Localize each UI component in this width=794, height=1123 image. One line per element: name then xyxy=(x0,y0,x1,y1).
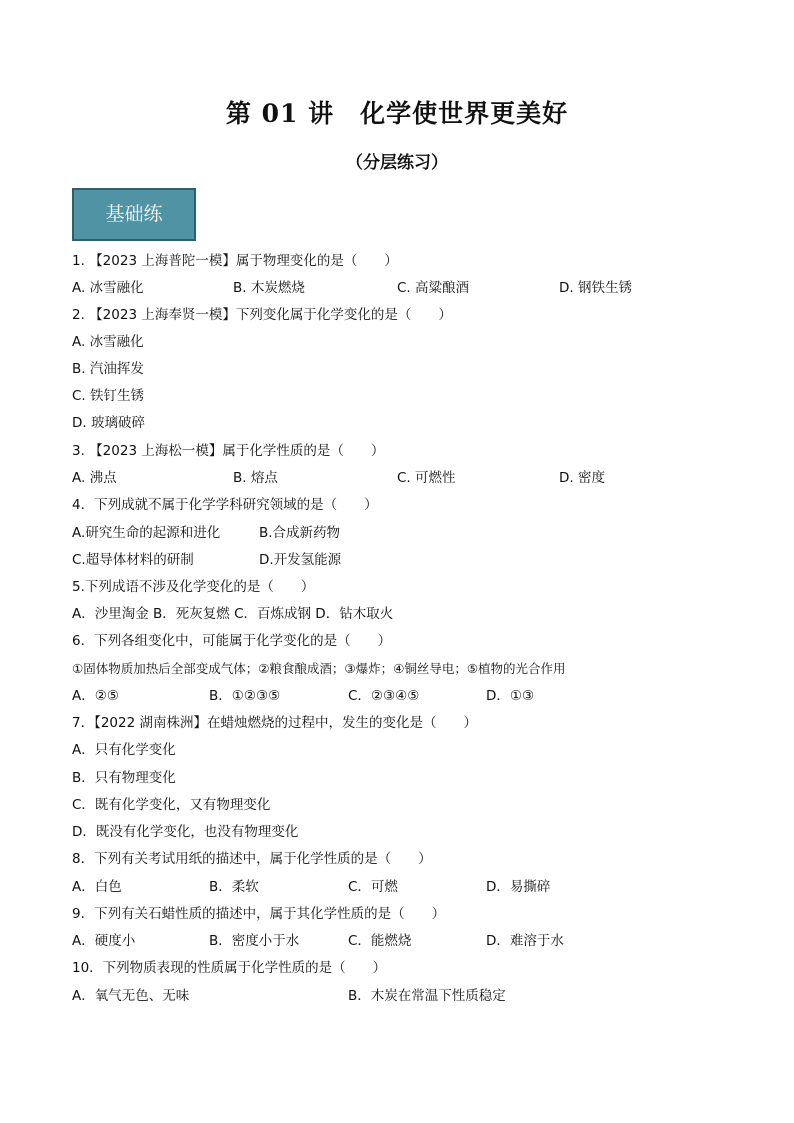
option-b: B．柔软 xyxy=(209,879,259,895)
option-d: D．①③ xyxy=(486,688,535,704)
question-stem: 10．下列物质表现的性质属于化学性质的是（ ） xyxy=(72,960,387,976)
option-c: C.超导体材料的研制 xyxy=(72,552,194,568)
option-b: B.合成新药物 xyxy=(259,525,341,541)
question-stem: 7．【2022 湖南株洲】在蜡烛燃烧的过程中，发生的变化是（ ） xyxy=(72,715,477,731)
option-b: B. 熔点 xyxy=(233,470,278,486)
option-d: D. 玻璃破碎 xyxy=(72,415,145,431)
option-c: C．可燃 xyxy=(348,879,398,895)
option-d: D.开发氢能源 xyxy=(259,552,342,568)
option-c: C. 铁钉生锈 xyxy=(72,388,145,404)
question-stem: 6．下列各组变化中，可能属于化学变化的是（ ） xyxy=(72,633,392,649)
option-a: A.研究生命的起源和进化 xyxy=(72,525,221,541)
option-c: C. 可燃性 xyxy=(397,470,456,486)
option-a: A. 沸点 xyxy=(72,470,117,486)
option-a: A．白色 xyxy=(72,879,122,895)
option-c: C．②③④⑤ xyxy=(348,688,420,704)
option-a: A．氧气无色、无味 xyxy=(72,988,190,1004)
option-b: B. 木炭燃烧 xyxy=(233,280,305,296)
option-d: D. 钢铁生锈 xyxy=(559,280,632,296)
page-title: 第 01 讲 化学使世界更美好 xyxy=(225,99,569,128)
option-a: A．②⑤ xyxy=(72,688,119,704)
question-stem: 1. 【2023 上海普陀一模】属于物理变化的是（ ） xyxy=(72,253,398,269)
section-badge: 基础练 xyxy=(72,188,196,241)
option-a: A. 冰雪融化 xyxy=(72,280,144,296)
option-b: B．木炭在常温下性质稳定 xyxy=(348,988,506,1004)
option-d: D．难溶于水 xyxy=(486,933,564,949)
option-b: B. 汽油挥发 xyxy=(72,361,144,377)
option-c: C．能燃烧 xyxy=(348,933,412,949)
option-d: D．易撕碎 xyxy=(486,879,551,895)
question-stem: 2. 【2023 上海奉贤一模】下列变化属于化学变化的是（ ） xyxy=(72,307,452,323)
question-note: ①固体物质加热后全部变成气体；②粮食酿成酒；③爆炸；④铜丝导电；⑤植物的光合作用 xyxy=(72,661,566,676)
option-b: B．密度小于水 xyxy=(209,933,300,949)
page-subtitle: （分层练习） xyxy=(346,153,448,173)
option-c: C. 高粱酿酒 xyxy=(397,280,470,296)
option-c: C．既有化学变化，又有物理变化 xyxy=(72,797,271,813)
question-stem: 3. 【2023 上海松一模】属于化学性质的是（ ） xyxy=(72,443,385,459)
option-b: B．只有物理变化 xyxy=(72,770,176,786)
question-stem: 8．下列有关考试用纸的描述中，属于化学性质的是（ ） xyxy=(72,851,432,867)
option-d: D. 密度 xyxy=(559,470,605,486)
option-a: A. 冰雪融化 xyxy=(72,334,144,350)
question-stem: 9．下列有关石蜡性质的描述中，属于其化学性质的是（ ） xyxy=(72,906,446,922)
question-stem: 4．下列成就不属于化学学科研究领域的是（ ） xyxy=(72,497,378,513)
option-a: A．硬度小 xyxy=(72,933,136,949)
option-b: B．①②③⑤ xyxy=(209,688,281,704)
option-d: D．既没有化学变化，也没有物理变化 xyxy=(72,824,299,840)
options-line: A．沙里淘金 B．死灰复燃 C．百炼成钢 D．钻木取火 xyxy=(72,606,394,622)
option-a: A．只有化学变化 xyxy=(72,742,176,758)
question-stem: 5.下列成语不涉及化学变化的是（ ） xyxy=(72,579,315,595)
